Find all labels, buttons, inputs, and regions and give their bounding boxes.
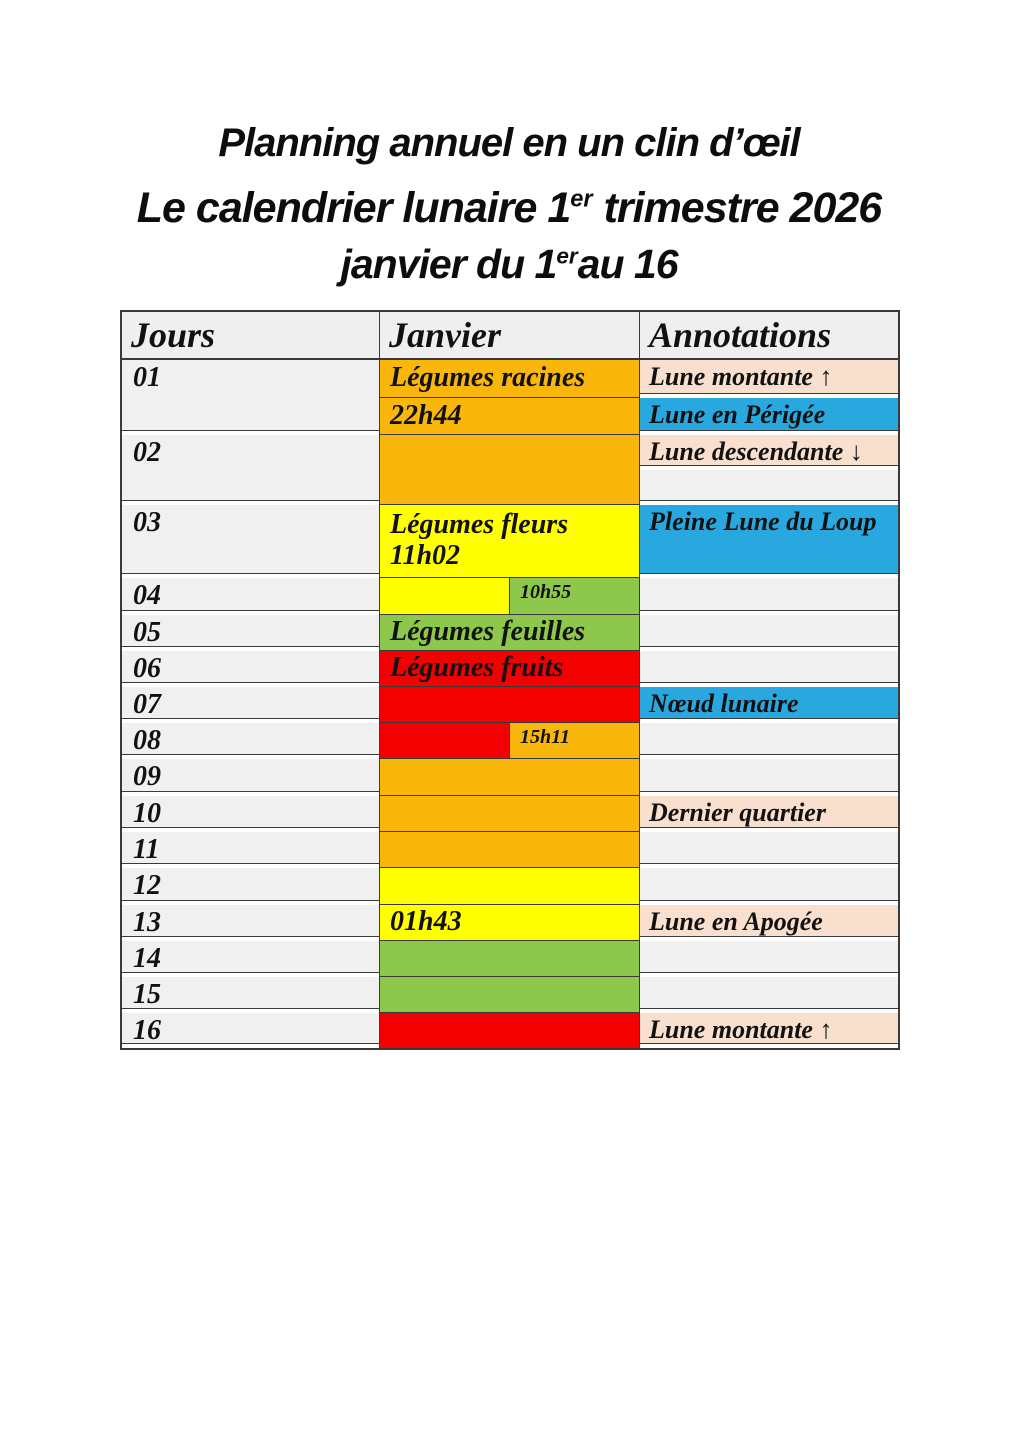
janvier-cell-15-green — [380, 977, 640, 1013]
day-cell-02 — [122, 435, 380, 505]
lunar-calendar-table — [120, 310, 900, 1050]
annotation-cell-02-lune-descendante — [640, 435, 898, 470]
janvier-cell-13-time: 01h43 — [380, 905, 640, 941]
annotation-cell-03-pleine-lune — [640, 505, 898, 578]
day-label-13: 13 — [122, 905, 379, 937]
day-cell-04 — [122, 578, 380, 615]
annotation-cell-01-lune-perigee — [640, 398, 898, 435]
janvier-cell-10-orange — [380, 796, 640, 832]
subtitle-suffix: trimestre 2026 — [592, 184, 882, 232]
annotation-cell-15-empty — [640, 977, 898, 1013]
day-label-11: 11 — [122, 832, 379, 864]
annotation-cell-14-empty — [640, 941, 898, 977]
day-cell-15 — [122, 977, 380, 1013]
day-label-08: 08 — [122, 723, 379, 755]
janvier-cell-04-time: 10h55 — [510, 578, 640, 615]
day-cell-07 — [122, 687, 380, 723]
day-label-15: 15 — [122, 977, 379, 1009]
day-label-14: 14 — [122, 941, 379, 973]
day-label-02: 02 — [122, 435, 379, 501]
column-header-annotations: Annotations — [640, 312, 898, 360]
janvier-cell-01-legumes-racines: Légumes racines — [380, 360, 640, 398]
annotation-label-01b: Lune en Périgée — [640, 398, 898, 431]
subtitle-prefix: Le calendrier lunaire 1 — [136, 184, 571, 232]
day-cell-12 — [122, 868, 380, 905]
annotation-cell-13-lune-apogee — [640, 905, 898, 941]
janvier-cell-16-red — [380, 1013, 640, 1048]
annotation-label-10: Dernier quartier — [640, 796, 898, 828]
annotation-label-16: Lune montante ↑ — [640, 1013, 898, 1044]
day-label-09: 09 — [122, 759, 379, 792]
day-cell-16 — [122, 1013, 380, 1048]
column-header-jours: Jours — [122, 312, 380, 360]
annotation-cell-08-empty — [640, 723, 898, 759]
janvier-label-03: Légumes fleurs — [390, 509, 569, 541]
annotation-label-03: Pleine Lune du Loup — [640, 505, 898, 574]
day-cell-09 — [122, 759, 380, 796]
janvier-cell-09-orange — [380, 759, 640, 796]
subtitle-trimestre — [0, 186, 1018, 231]
janvier-cell-04-yellow — [380, 578, 510, 615]
subtitle-janvier — [0, 243, 1018, 286]
annotation-cell-06-empty — [640, 651, 898, 687]
day-label-01: 01 — [122, 360, 379, 431]
day-cell-01 — [122, 360, 380, 435]
annotation-cell-12-empty — [640, 868, 898, 905]
annotation-cell-02-empty — [640, 470, 898, 505]
annotation-cell-11-empty — [640, 832, 898, 868]
janvier-cell-14-green — [380, 941, 640, 977]
annotation-label-01a: Lune montante ↑ — [640, 360, 898, 394]
subtitle2-suffix: au 16 — [577, 241, 678, 287]
day-cell-08 — [122, 723, 380, 759]
day-cell-06 — [122, 651, 380, 687]
janvier-cell-12-yellow — [380, 868, 640, 905]
annotation-cell-05-empty — [640, 615, 898, 651]
annotation-cell-01-lune-montante — [640, 360, 898, 398]
page-title: Planning annuel en un clin d’œil — [218, 121, 800, 165]
annotation-cell-04-empty — [640, 578, 898, 615]
day-label-06: 06 — [122, 651, 379, 683]
day-label-07: 07 — [122, 687, 379, 719]
day-cell-05 — [122, 615, 380, 651]
day-label-04: 04 — [122, 578, 379, 611]
subtitle2-prefix: janvier du 1 — [340, 241, 557, 287]
day-cell-11 — [122, 832, 380, 868]
janvier-time-03: 11h02 — [390, 540, 461, 571]
janvier-cell-01-time: 22h44 — [380, 398, 640, 435]
annotation-cell-16-lune-montante — [640, 1013, 898, 1048]
janvier-cell-08-red — [380, 723, 510, 759]
day-cell-03 — [122, 505, 380, 578]
subtitle2-superscript: er — [556, 243, 578, 269]
day-label-03: 03 — [122, 505, 379, 574]
column-header-janvier: Janvier — [380, 312, 640, 360]
annotation-label-07: Nœud lunaire — [640, 687, 898, 719]
janvier-cell-07-red — [380, 687, 640, 723]
annotation-cell-10-dernier-quartier — [640, 796, 898, 832]
janvier-cell-02-orange — [380, 435, 640, 505]
annotation-cell-07-noeud-lunaire — [640, 687, 898, 723]
janvier-cell-03-legumes-fleurs — [380, 505, 640, 578]
janvier-cell-08-time: 15h11 — [510, 723, 640, 759]
janvier-cell-06-legumes-fruits: Légumes fruits — [380, 651, 640, 687]
day-label-16: 16 — [122, 1013, 379, 1044]
day-cell-13 — [122, 905, 380, 941]
annotation-label-13: Lune en Apogée — [640, 905, 898, 937]
annotation-cell-09-empty — [640, 759, 898, 796]
annotation-label-02: Lune descendante ↓ — [640, 435, 898, 466]
janvier-cell-05-legumes-feuilles: Légumes feuilles — [380, 615, 640, 651]
day-cell-14 — [122, 941, 380, 977]
day-cell-10 — [122, 796, 380, 832]
janvier-cell-11-orange — [380, 832, 640, 868]
subtitle-superscript: er — [570, 186, 593, 213]
day-label-12: 12 — [122, 868, 379, 901]
day-label-10: 10 — [122, 796, 379, 828]
day-label-05: 05 — [122, 615, 379, 647]
